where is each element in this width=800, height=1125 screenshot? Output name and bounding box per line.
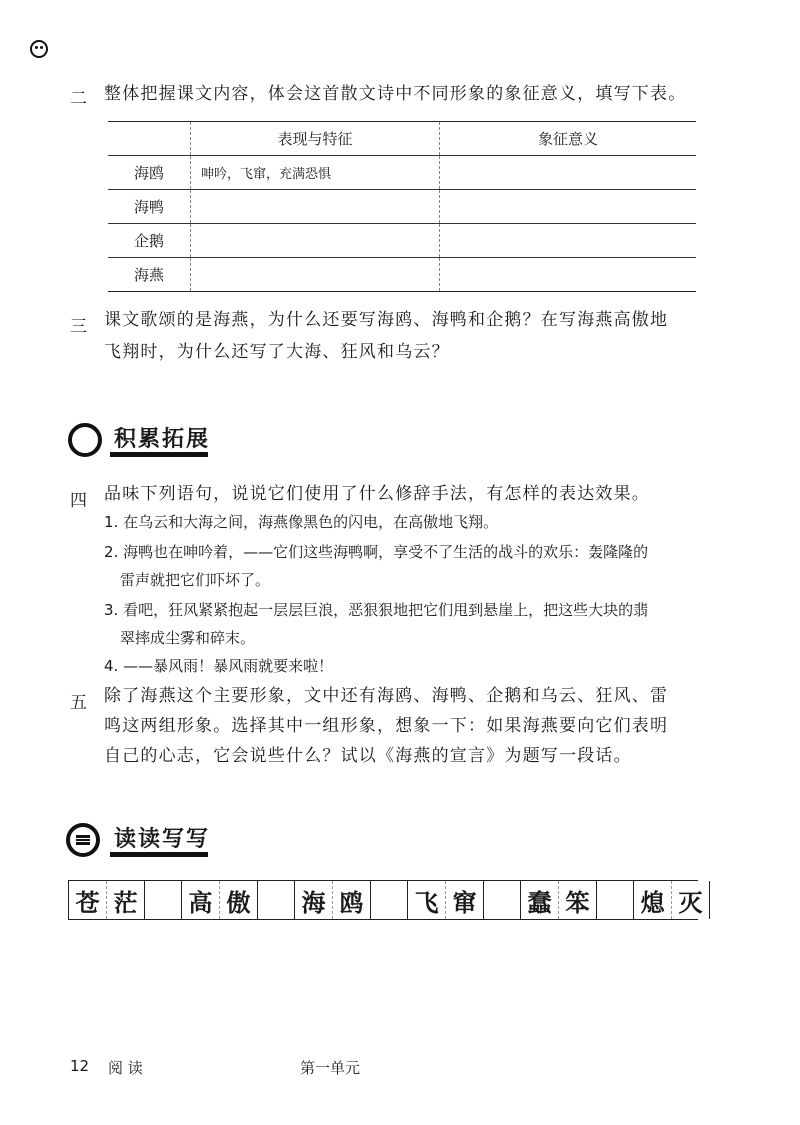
question-number: 四 (70, 491, 87, 511)
word-char: 傲 (219, 881, 257, 919)
row-name: 企鹅 (108, 224, 191, 258)
table-header: 象征意义 (537, 130, 598, 148)
question-line: 飞翔时，为什么还写了大海、狂风和乌云？ (104, 342, 450, 362)
table-header: 表现与特征 (191, 122, 440, 156)
word-box (520, 881, 633, 919)
row-meaning[interactable] (440, 156, 697, 190)
sentence-item-cont: 翠摔成尘雾和碎末。 (120, 629, 256, 647)
question-line: 自己的心志，它会说些什么？试以《海燕的宣言》为题写一段话。 (104, 746, 632, 766)
word-char: 熄 (640, 887, 665, 917)
table-header (108, 122, 191, 156)
word-box (294, 881, 407, 919)
accumulate-icon (68, 423, 102, 457)
writing-space[interactable] (257, 881, 294, 919)
read-write-icon (66, 823, 100, 857)
table-row (108, 190, 696, 224)
page-number: 12 (70, 1057, 90, 1075)
question-number: 五 (70, 693, 87, 713)
symbol-table (108, 121, 696, 292)
question-number: 二 (70, 89, 87, 109)
row-feature[interactable] (191, 224, 440, 258)
row-feature[interactable]: 呻吟，飞窜，充满恐惧 (191, 156, 440, 190)
row-name: 海燕 (108, 258, 191, 292)
row-name: 海鸥 (108, 156, 191, 190)
section-title: 积累拓展 (114, 427, 211, 452)
footer-category: 阅 读 (108, 1059, 143, 1077)
sentence-item: 4. ——暴风雨！暴风雨就要来啦！ (104, 657, 334, 675)
table-header-row (108, 122, 696, 156)
row-name: 海鸭 (108, 190, 191, 224)
word-char: 蠢 (527, 887, 552, 917)
word-box (407, 881, 520, 919)
word-box (633, 881, 710, 919)
row-feature[interactable] (191, 258, 440, 292)
question-line: 除了海燕这个主要形象，文中还有海鸥、海鸭、企鹅和乌云、狂风、雷 (104, 686, 669, 706)
word-char: 海 (301, 887, 326, 917)
word-box (68, 881, 181, 919)
writing-space[interactable] (596, 881, 633, 919)
table-row (108, 258, 696, 292)
corner-face-icon (30, 40, 48, 58)
word-grid (68, 880, 703, 920)
table-row (108, 224, 696, 258)
word-char: 茫 (106, 881, 144, 919)
question-line: 课文歌颂的是海燕，为什么还要写海鸥、海鸭和企鹅？在写海燕高傲地 (104, 310, 669, 330)
word-char: 灭 (671, 881, 709, 919)
writing-space[interactable] (370, 881, 407, 919)
word-box (181, 881, 294, 919)
question-text: 品味下列语句，说说它们使用了什么修辞手法，有怎样的表达效果。 (104, 484, 650, 504)
row-meaning[interactable] (440, 190, 697, 224)
sentence-item: 1. 在乌云和大海之间，海燕像黑色的闪电，在高傲地飞翔。 (104, 513, 499, 531)
sentence-item: 2. 海鸭也在呻吟着，——它们这些海鸭啊，享受不了生活的战斗的欢乐：轰隆隆的 (104, 543, 649, 561)
row-meaning[interactable] (440, 258, 697, 292)
section-title: 读读写写 (114, 827, 211, 852)
writing-space[interactable] (483, 881, 520, 919)
word-char: 飞 (414, 887, 439, 917)
table-row (108, 156, 696, 190)
question-text: 整体把握课文内容，体会这首散文诗中不同形象的象征意义，填写下表。 (104, 84, 687, 104)
question-line: 鸣这两组形象。选择其中一组形象，想象一下：如果海燕要向它们表明 (104, 716, 669, 736)
sentence-item-cont: 雷声就把它们吓坏了。 (120, 571, 271, 589)
word-char: 高 (188, 887, 213, 917)
writing-space[interactable] (144, 881, 181, 919)
question-number: 三 (70, 317, 87, 337)
row-meaning[interactable] (440, 224, 697, 258)
sentence-item: 3. 看吧，狂风紧紧抱起一层层巨浪，恶狠狠地把它们甩到悬崖上，把这些大块的翡 (104, 601, 649, 619)
section-underline (110, 852, 208, 857)
row-feature[interactable] (191, 190, 440, 224)
word-char: 苍 (75, 887, 100, 917)
word-char: 窜 (445, 881, 483, 919)
word-char: 鸥 (332, 881, 370, 919)
section-underline (110, 452, 208, 457)
word-char: 笨 (558, 881, 596, 919)
footer-unit: 第一单元 (300, 1059, 361, 1077)
